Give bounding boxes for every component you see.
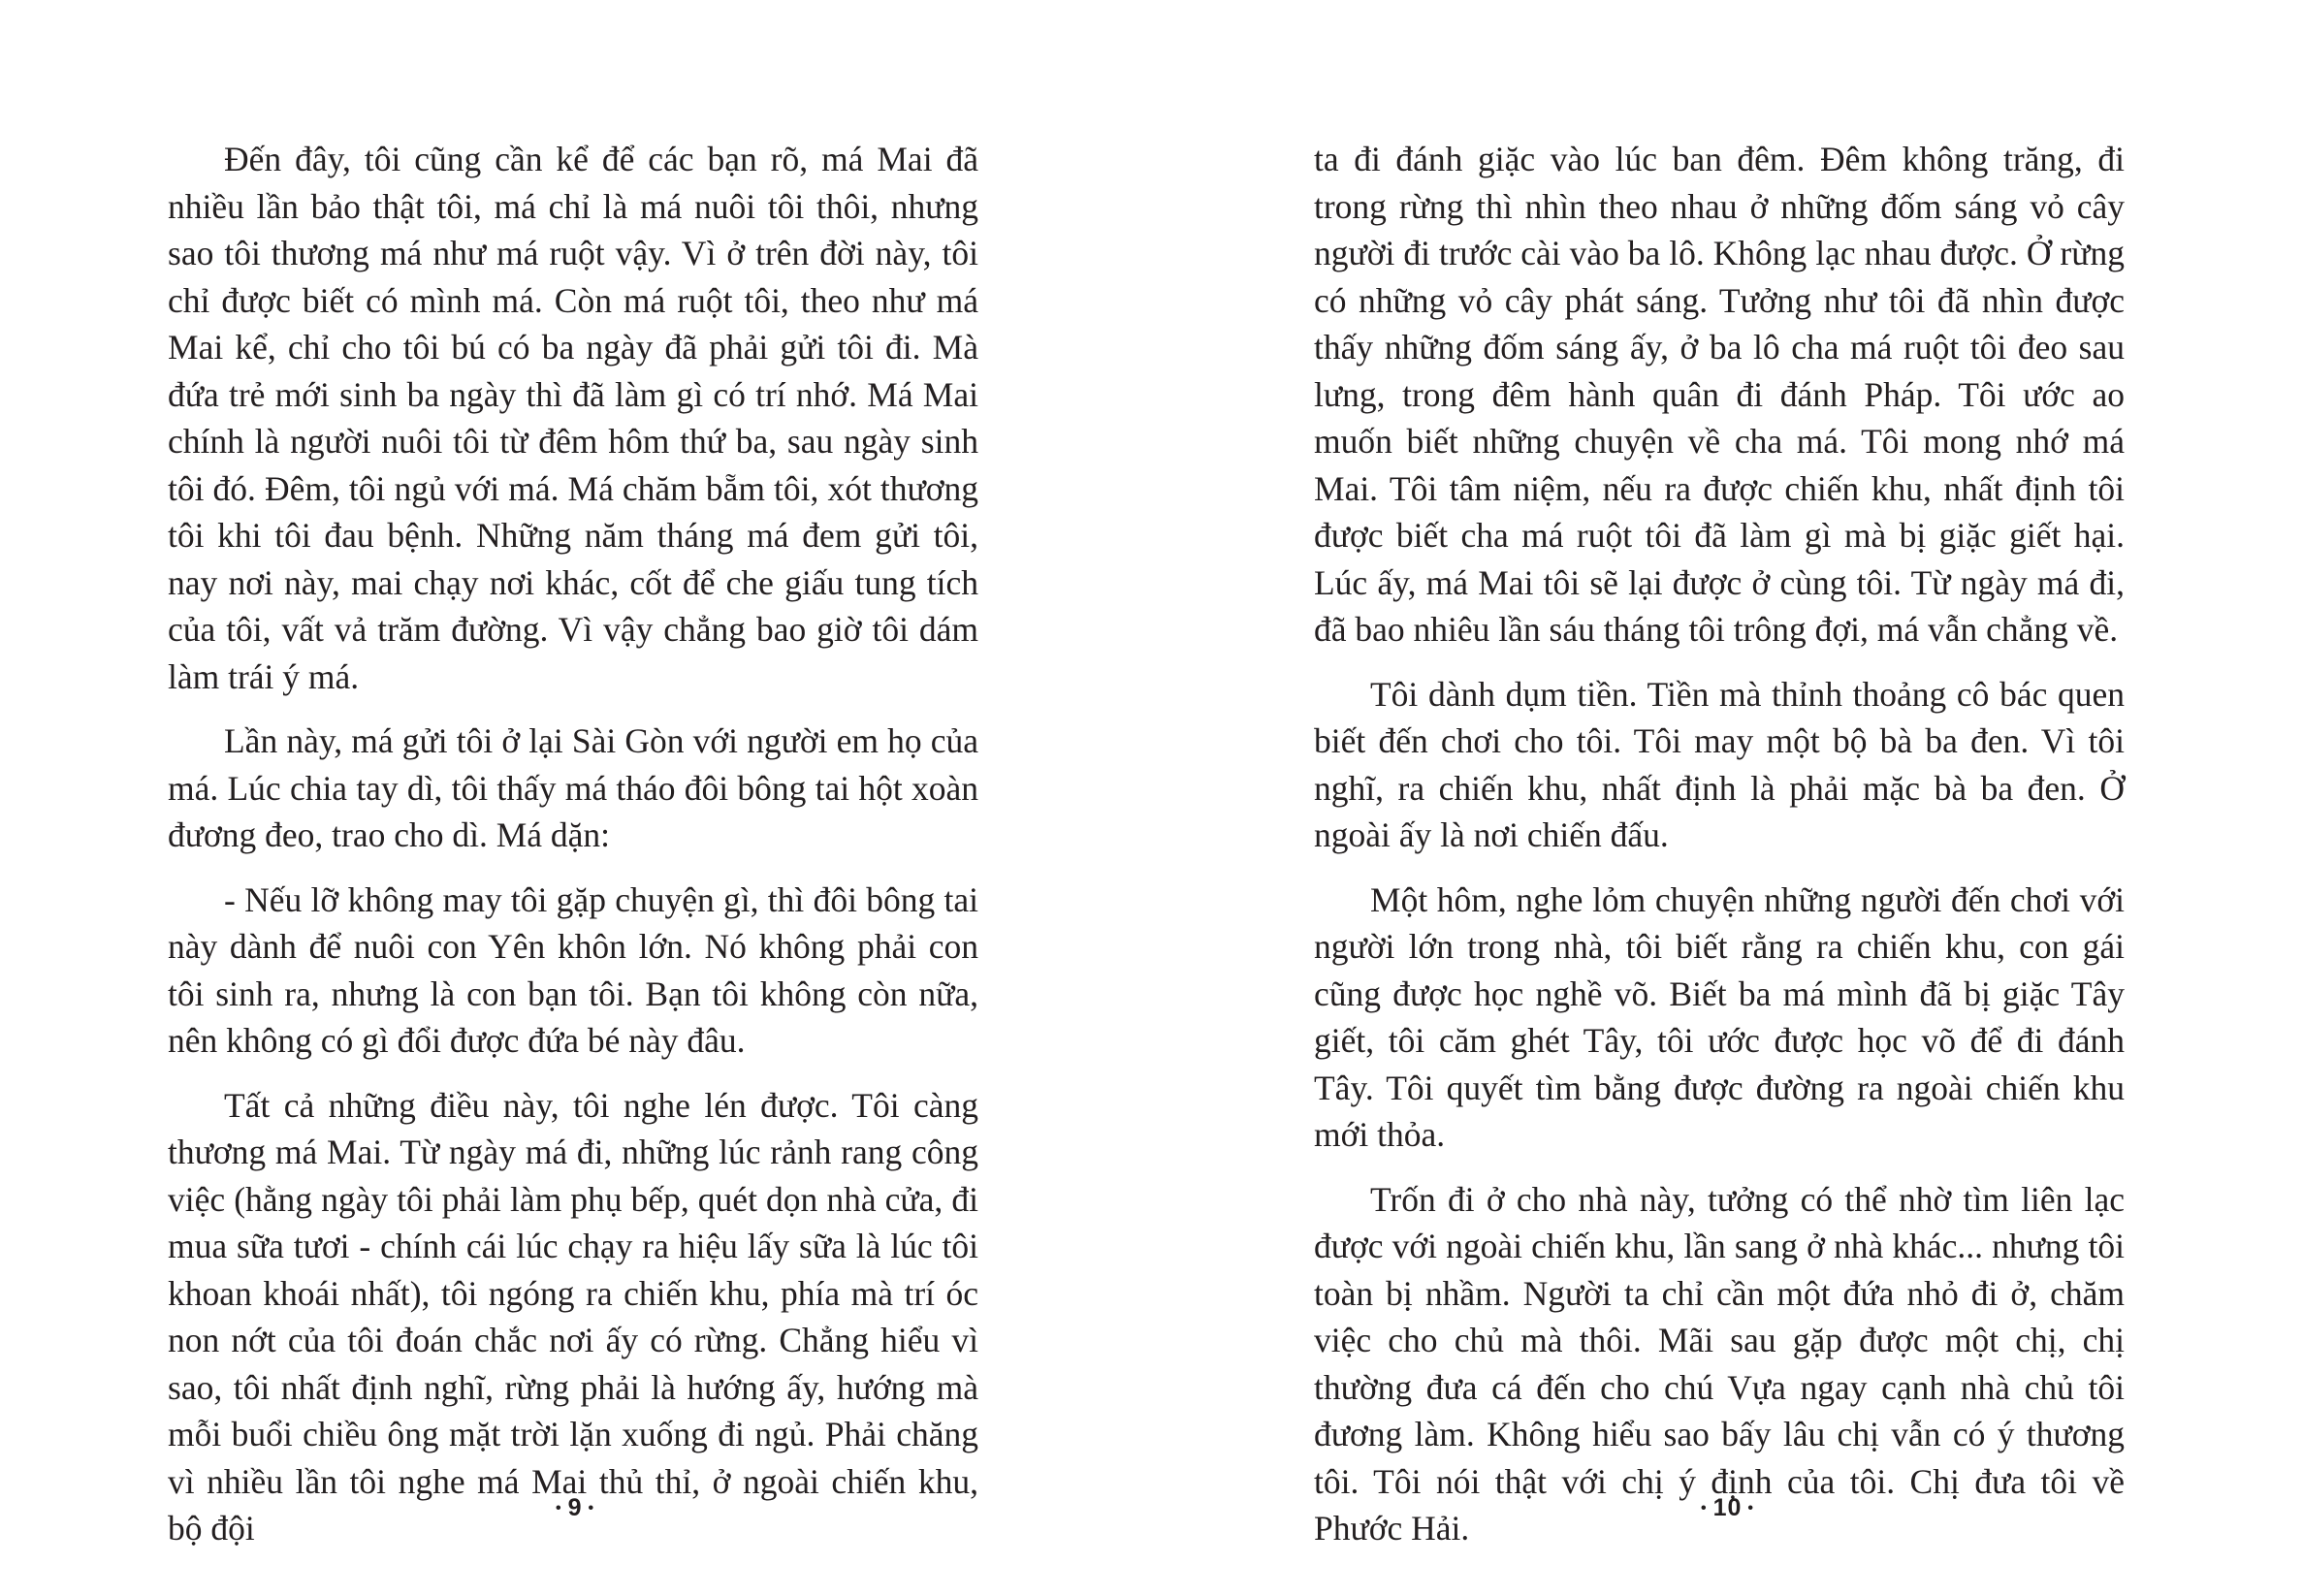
paragraph: Tôi dành dụm tiền. Tiền mà thỉnh thoảng cô bác quen biết đến chơi cho tôi. Tôi may một bộ bà ba đen. Vì tôi nghĩ, ra chiến khu, nhất định là phải mặc bà ba đen. Ở ngoài ấy là nơi chiến đấu. [1314, 674, 2125, 854]
paragraph: Lần này, má gửi tôi ở lại Sài Gòn với người em họ của má. Lúc chia tay dì, tôi thấy má tháo đôi bông tai hột xoàn đương đeo, trao cho dì. Má dặn: [168, 721, 978, 854]
paragraph: Một hôm, nghe lỏm chuyện những người đến chơi với người lớn trong nhà, tôi biết rằng ra chiến khu, con gái cũng được học nghề võ. Biết ba má mình đã bị giặc Tây giết, tôi căm ghét Tây, tôi ước được học võ để đi đánh Tây. Tôi quyết tìm bằng được đường ra ngoài chiến khu mới thỏa. [1314, 879, 2125, 1154]
paragraph-continued: ta đi đánh giặc vào lúc ban đêm. Đêm không trăng, đi trong rừng thì nhìn theo nhau ở những đốm sáng vỏ cây người đi trước cài vào ba lô. Không lạc nhau được. Ở rừng có những vỏ cây phát sáng. Tưởng như tôi đã nhìn được thấy những đốm sáng ấy, ở ba lô cha má ruột tôi đeo sau lưng, trong đêm hành quân đi đánh Pháp. Tôi ước ao muốn biết những chuyện về cha má. Tôi mong nhớ má Mai. Tôi tâm niệm, nếu ra được chiến khu, nhất định tôi được biết cha má ruột tôi đã làm gì mà bị giặc giết hại. Lúc ấy, má Mai tôi sẽ lại được ở cùng tôi. Từ ngày má đi, đã bao nhiêu lần sáu tháng tôi trông đợi, má vẫn chẳng về. [1314, 140, 2125, 649]
bullet-dot-icon: • [1701, 1500, 1708, 1517]
page-number-footer [550, 1493, 600, 1523]
page-number: 9 [567, 1494, 583, 1521]
page-body-text [1314, 136, 2125, 1552]
bullet-dot-icon: • [1747, 1500, 1755, 1517]
bullet-dot-icon: • [556, 1500, 562, 1517]
page-number-footer [1695, 1493, 1760, 1523]
paragraph: - Nếu lỡ không may tôi gặp chuyện gì, thì đôi bông tai này dành để nuôi con Yên khôn lớn. Nó không phải con tôi sinh ra, nhưng là con bạn tôi. Bạn tôi không còn nữa, nên không có gì đổi được đứa bé này đâu. [168, 879, 978, 1060]
page-number: 10 [1712, 1494, 1743, 1521]
right-page [1152, 0, 2303, 1596]
bullet-dot-icon: • [588, 1500, 595, 1517]
paragraph: Đến đây, tôi cũng cần kể để các bạn rõ, má Mai đã nhiều lần bảo thật tôi, má chỉ là má nuôi tôi thôi, nhưng sao tôi thương má như má ruột vậy. Vì ở trên đời này, tôi chỉ được biết có mình má. Còn má ruột tôi, theo như má Mai kể, chỉ cho tôi bú có ba ngày đã phải gửi tôi đi. Mà đứa trẻ mới sinh ba ngày thì đã làm gì có trí nhớ. Má Mai chính là người nuôi tôi từ đêm hôm thứ ba, sau ngày sinh tôi đó. Đêm, tôi ngủ với má. Má chăm bẵm tôi, xót thương tôi khi tôi đau bệnh. Những năm tháng má đem gửi tôi, nay nơi này, mai chạy nơi khác, cốt để che giấu tung tích của tôi, vất vả trăm đường. Vì vậy chẳng bao giờ tôi dám làm trái ý má. [168, 140, 978, 696]
paragraph: Tất cả những điều này, tôi nghe lén được. Tôi càng thương má Mai. Từ ngày má đi, những lúc rảnh rang công việc (hằng ngày tôi phải làm phụ bếp, quét dọn nhà cửa, đi mua sữa tươi - chính cái lúc chạy ra hiệu lấy sữa là lúc tôi khoan khoái nhất), tôi ngóng ra chiến khu, phía mà trí óc non nớt của tôi đoán chắc nơi ấy có rừng. Chẳng hiểu vì sao, tôi nhất định nghĩ, rừng phải là hướng ấy, hướng mà mỗi buổi chiều ông mặt trời lặn xuống đi ngủ. Phải chăng vì nhiều lần tôi nghe má Mai thủ thỉ, ở ngoài chiến khu, bộ đội [168, 1085, 978, 1548]
left-page [0, 0, 1151, 1596]
page-body-text [168, 136, 978, 1552]
paragraph: Trốn đi ở cho nhà này, tưởng có thể nhờ tìm liên lạc được với ngoài chiến khu, lần sang ở nhà khác... nhưng tôi toàn bị nhầm. Người ta chỉ cần một đứa nhỏ đi ở, chăm việc cho chủ mà thôi. Mãi sau gặp được một chị, chị thường đưa cá đến cho chú Vựa ngay cạnh nhà chủ tôi đương làm. Không hiểu sao bấy lâu chị vẫn có ý thương tôi. Tôi nói thật với chị ý định của tôi. Chị đưa tôi về Phước Hải. [1314, 1179, 2125, 1548]
